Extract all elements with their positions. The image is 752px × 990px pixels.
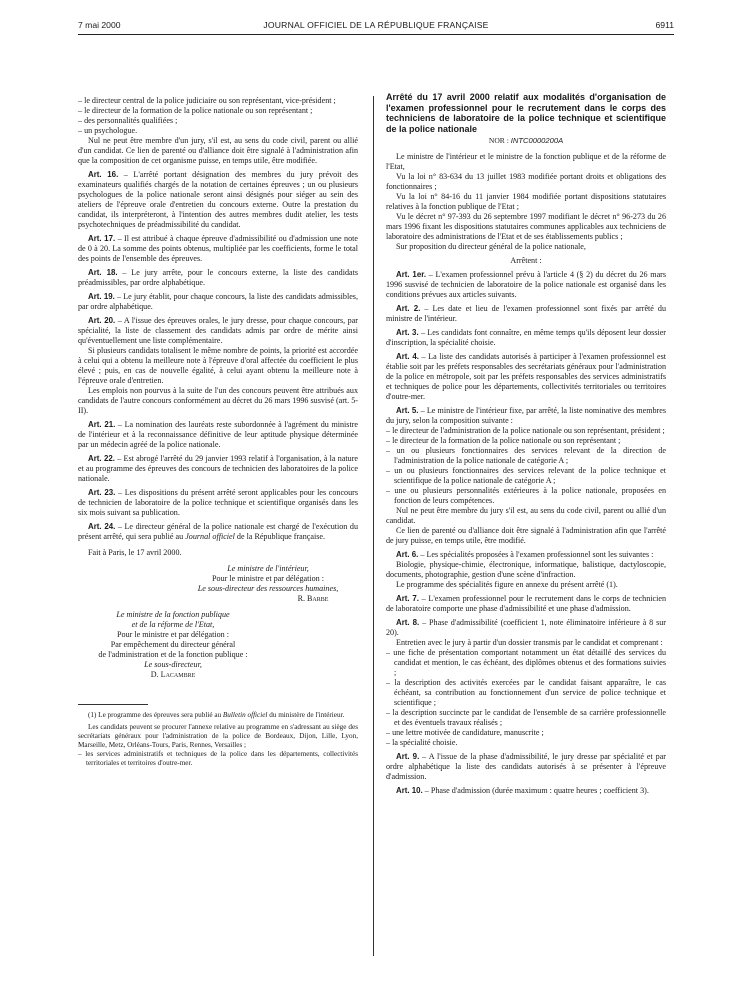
list-item: – la description succincte par le candidat de l'ensemble de sa carrière professionnelle et des éventuels travaux réalisés ; <box>386 708 666 727</box>
article-10: Art. 10. – Phase d'admission (durée maximum : quatre heures ; coefficient 3). <box>396 786 649 795</box>
arretent: Arrêtent : <box>510 256 542 265</box>
article-3: Art. 3. – Les candidats font connaître, en même temps qu'ils déposent leur dossier d'inscription, la spécialité choisie. <box>386 328 666 347</box>
paragraph: Les emplois non pourvus à la suite de l'un des concours peuvent être attribués aux candidats de l'autre concours conformément au décret du 26 mars 1996 susvisé (art. 5-II). <box>78 386 358 415</box>
signature-line: Le sous-directeur des ressources humaines, <box>197 584 339 593</box>
article-5: Art. 5. – Le ministre de l'intérieur fixe, par arrêté, la liste nominative des membres du jury, selon la composition suivante : <box>386 406 666 425</box>
article-1: Art. 1er. – L'examen professionnel prévu à l'article 4 (§ 2) du décret du 26 mars 1996 susvisé de technicien de laboratoire de la police nationale est organisé dans les conditions prévues aux articles suivants. <box>386 270 667 299</box>
list-item: – la spécialité choisie. <box>386 738 458 747</box>
list-item: – un ou plusieurs fonctionnaires des services relevant de la direction de l'administration de la police nationale de catégorie A ; <box>386 446 666 465</box>
footnote-2: Les candidats peuvent se procurer l'annexe relative au programme en s'adressant au siège des secrétariats généraux pour l'administration de la police de Bordeaux, Dijon, Lille, Lyon, Marseille, Metz, Orléans-Tours, Paris, Rennes, Versailles ; <box>78 723 358 749</box>
right-column <box>386 92 666 796</box>
article-2: Art. 2. – Les date et lieu de l'examen professionnel sont fixés par arrêté du ministre de l'intérieur. <box>386 304 666 323</box>
article-18: Art. 18. – Le jury arrête, pour le concours externe, la liste des candidats préadmissibles, par ordre alphabétique. <box>78 268 358 287</box>
article-21: Art. 21. – La nomination des lauréats reste subordonnée à l'agrément du ministre de l'intérieur et à la reconnaissance définitive de leur aptitude physique déterminée par un médecin agréé de la police nationale. <box>78 420 358 449</box>
column-divider <box>373 96 374 956</box>
list-item: – une ou plusieurs personnalités extérieures à la police nationale, proposées en fonction de leurs compétences. <box>386 486 666 505</box>
article-16: Art. 16. – L'arrêté portant désignation des membres du jury prévoit des examinateurs qualifiés chargés de la notation de certaines épreuves ; un ou plusieurs psychologues de la police nationale seront ainsi désignés pour siéger au sein des ateliers de l'épreuve orale d'entretien du concours externe. Outre la prestation du candidat, ils interpréteront, à l'intention des autres membres dudit atelier, les tests psychotechniques de préadmissibilité du candidat. <box>78 170 358 229</box>
signature-name: R. Barbe <box>297 594 329 603</box>
signature-line: et de la réforme de l'Etat, <box>131 620 215 629</box>
paragraph: Nul ne peut être membre d'un jury, s'il est, au sens du code civil, parent ou allié d'un candidat. Ce lien de parenté ou d'alliance doit être signalé à l'administration afin que la composition de cet organisme puisse, en temps utile, être modifiée. <box>78 136 358 165</box>
list-item: – le directeur de la formation de la police nationale ou son représentant ; <box>386 436 621 445</box>
paragraph: Vu le décret n° 97-393 du 26 septembre 1997 modifiant le décret n° 96-273 du 26 mars 1996 fixant les dispositions statutaires communes applicables aux techniciens de laboratoire des administrations de l'Etat et de ses établissements publics ; <box>386 212 666 241</box>
article-24: Art. 24. – Le directeur général de la police nationale est chargé de l'exécution du présent arrêté, qui sera publié au Journal officiel de la République française. <box>78 522 358 541</box>
paragraph: Si plusieurs candidats totalisent le même nombre de points, la priorité est accordée à celui qui a obtenu la meilleure note à l'épreuve d'oral affectée du coefficient le plus élevé ; puis, en cas de nouvelle égalité, à celui ayant obtenu la meilleure note à l'épreuve orale d'entretien. <box>78 346 358 385</box>
list-item: – le directeur de l'administration de la police nationale ou son représentant, président ; <box>386 426 665 435</box>
list-item: – un psychologue. <box>78 126 138 135</box>
article-6: Art. 6. – Les spécialités proposées à l'examen professionnel sont les suivantes : <box>396 550 654 559</box>
signature-line: Pour le ministre et par délégation : <box>117 630 229 639</box>
signature-line: Le sous-directeur, <box>144 660 202 669</box>
paragraph: Ce lien de parenté ou d'alliance doit être signalé à l'administration afin que l'arrêté de jury puisse, en temps utile, être modifié. <box>386 526 666 545</box>
article-4: Art. 4. – La liste des candidats autorisés à participer à l'examen professionnel est établie soit par les préfets responsables des secrétariats généraux pour l'administration de la police en métropole, soit par les préfets responsables des services administratifs et techniques de police pour les départements, collectivités territoriales ou territoires d'outre-mer. <box>386 352 666 401</box>
header-rule <box>78 34 674 35</box>
list-item: – le directeur de la formation de la police nationale ou son représentant ; <box>78 106 313 115</box>
list-item: – le directeur central de la police judiciaire ou son représentant, vice-président ; <box>78 96 336 105</box>
signature-line: Pour le ministre et par délégation : <box>212 574 324 583</box>
article-17: Art. 17. – Il est attribué à chaque épreuve d'admissibilité ou d'admission une note de 0 à 20. La somme des points obtenus, multipliée par les coefficients, forme le total des points de l'ensemble des épreuves. <box>78 234 358 263</box>
decree-title: Arrêté du 17 avril 2000 relatif aux modalités d'organisation de l'examen professionnel pour le recrutement dans le corps des techniciens de laboratoire de la police technique et scientifique de la police nationale <box>386 92 666 134</box>
signature-line: Le ministre de la fonction publique <box>116 610 230 619</box>
paragraph: Sur proposition du directeur général de la police nationale, <box>396 242 586 251</box>
signature-line: Le ministre de l'intérieur, <box>227 564 309 573</box>
article-7: Art. 7. – L'examen professionnel pour le recrutement dans le corps de technicien de laboratoire comporte une phase d'admissibilité et une phase d'admission. <box>386 594 666 613</box>
list-item: – une lettre motivée de candidature, manuscrite ; <box>386 728 544 737</box>
article-20: Art. 20. – A l'issue des épreuves orales, le jury dresse, pour chaque concours, par spécialité, la liste de classement des candidats admis par ordre de mérite ainsi qu'éventuellement une liste complémentaire. <box>78 316 358 345</box>
left-column <box>78 96 358 768</box>
article-22: Art. 22. – Est abrogé l'arrêté du 29 janvier 1993 relatif à l'organisation, à la nature et au programme des épreuves des concours de technicien des laboratoires de la police nationale. <box>78 454 358 483</box>
signature-line: Par empêchement du directeur général <box>110 640 236 649</box>
paragraph: Nul ne peut être membre du jury s'il est, au sens du code civil, parent ou allié d'un candidat. <box>386 506 666 525</box>
article-8: Art. 8. – Phase d'admissibilité (coefficient 1, note éliminatoire inférieure à 8 sur 20). <box>386 618 666 637</box>
header-page-number: 6911 <box>655 20 674 30</box>
list-item: – des personnalités qualifiées ; <box>78 116 178 125</box>
signature-block-1 <box>78 564 358 604</box>
paragraph: Entretien avec le jury à partir d'un dossier transmis par le candidat et comprenant : <box>396 638 663 647</box>
footnote-1: (1) Le programme des épreuves sera publié au Bulletin officiel du ministère de l'intérieur. <box>88 711 345 719</box>
paragraph: Le programme des spécialités figure en annexe du présent arrêté (1). <box>396 580 618 589</box>
footnote-item: – les services administratifs et techniques de la police dans les départements, collectivités territoriales et territoires d'outre-mer. <box>78 750 358 767</box>
list-item: – la description des activités exercées par le candidat faisant apparaître, le cas échéant, sa contribution au fonctionnement d'un service de police technique et scientifique ; <box>386 678 666 707</box>
signature-name: D. Lacambre <box>150 670 196 679</box>
header-date: 7 mai 2000 <box>78 20 121 30</box>
list-item: – un ou plusieurs fonctionnaires des services relevant de la police technique et scientifique de la police nationale de catégorie A ; <box>386 466 666 485</box>
article-23: Art. 23. – Les dispositions du présent arrêté seront applicables pour les concours de technicien de laboratoire de la police technique et scientifique organisés dans les six mois suivant sa publication. <box>78 488 358 517</box>
paragraph: Biologie, physique-chimie, électronique, informatique, balistique, dactyloscopie, documents, photographie, gestion d'une scène d'infraction. <box>386 560 666 579</box>
paragraph: Vu la loi n° 84-16 du 11 janvier 1984 modifiée portant dispositions statutaires relatives à la fonction publique de l'Etat ; <box>386 192 666 211</box>
paragraph: Vu la loi n° 83-634 du 13 juillet 1983 modifiée portant droits et obligations des fonctionnaires ; <box>386 172 666 191</box>
fait-a-paris: Fait à Paris, le 17 avril 2000. <box>88 548 182 557</box>
list-item: – une fiche de présentation comportant notamment un état détaillé des services du candidat et mention, le cas échéant, des diplômes obtenus et des formations suivies ; <box>386 648 666 677</box>
article-9: Art. 9. – A l'issue de la phase d'admissibilité, le jury dresse par spécialité et par ordre alphabétique la liste des candidats autorisés à se présenter à l'épreuve d'admission. <box>386 752 666 781</box>
footnote-rule <box>78 704 148 705</box>
paragraph: Le ministre de l'intérieur et le ministre de la fonction publique et de la réforme de l'Etat, <box>386 152 666 171</box>
header-journal-title: JOURNAL OFFICIEL DE LA RÉPUBLIQUE FRANÇAISE <box>263 20 489 30</box>
article-19: Art. 19. – Le jury établit, pour chaque concours, la liste des candidats admissibles, par ordre alphabétique. <box>78 292 358 311</box>
signature-block-2 <box>78 610 268 680</box>
signature-line: de l'administration et de la fonction publique : <box>98 650 248 659</box>
nor-reference: NOR : INTC0000200A <box>488 136 564 145</box>
